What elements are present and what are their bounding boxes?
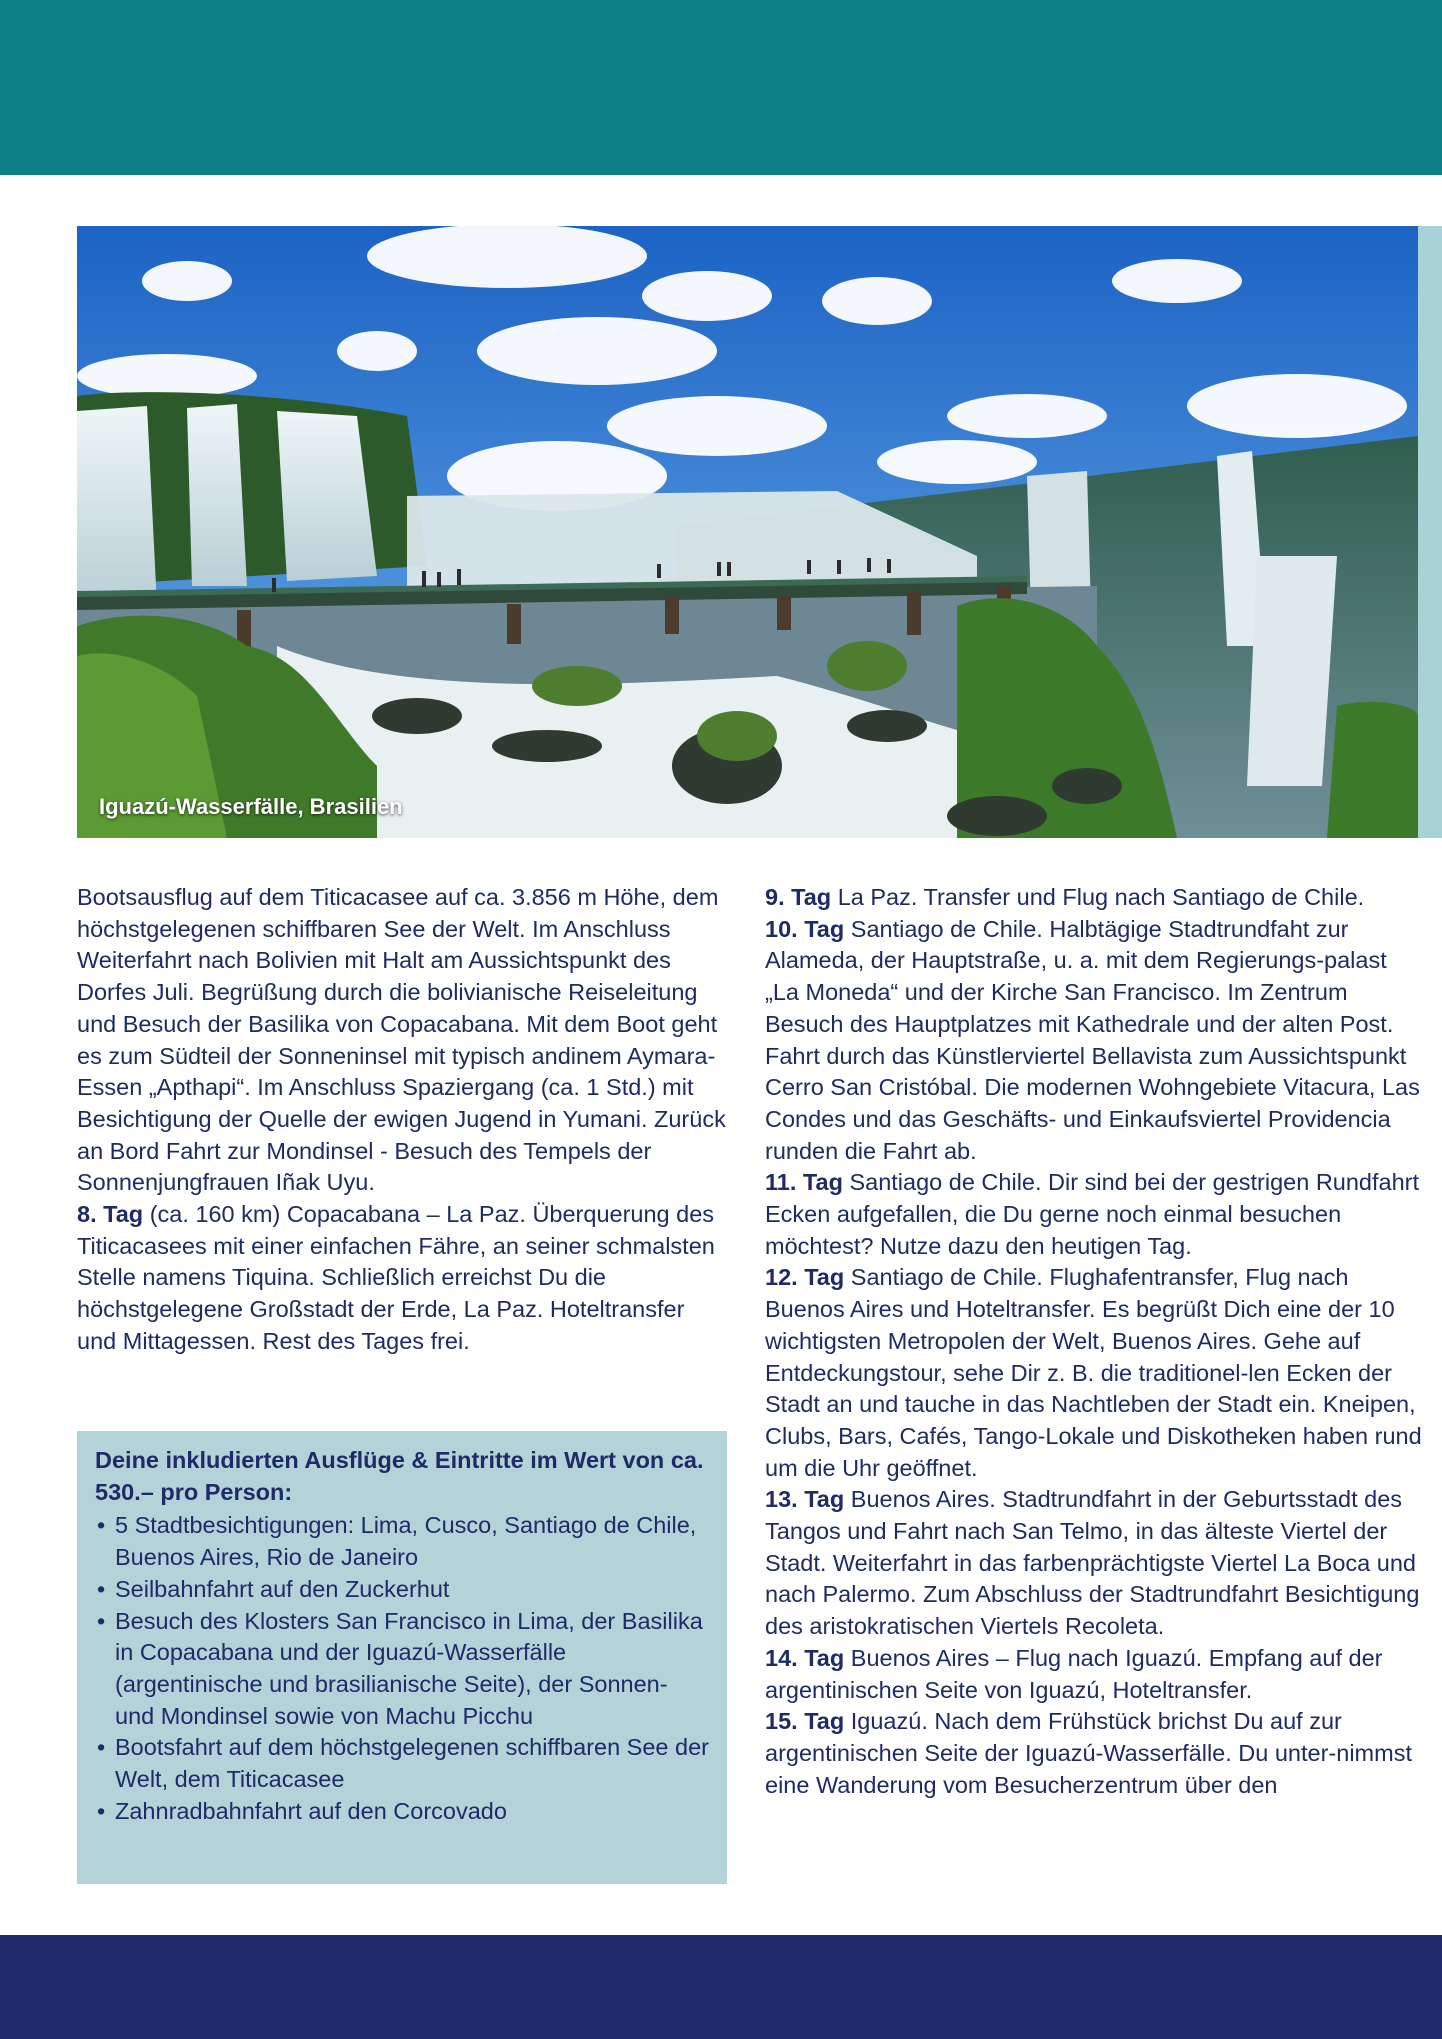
photo-caption: Iguazú-Wasserfälle, Brasilien bbox=[99, 794, 403, 819]
day-label: 15. Tag bbox=[765, 1708, 845, 1735]
day-label: 11. Tag bbox=[765, 1169, 843, 1196]
day-14-paragraph bbox=[765, 1643, 1425, 1706]
list-item: • Seilbahnfahrt auf den Zuckerhut bbox=[95, 1574, 709, 1606]
list-item: • 5 Stadtbesichtigungen: Lima, Cusco, Santiago de Chile, Buenos Aires, Rio de Janeiro bbox=[95, 1510, 709, 1573]
day-10-paragraph bbox=[765, 914, 1425, 1168]
day-text: Santiago de Chile. Dir sind bei der gestrigen Rundfahrt Ecken aufgefallen, die Du gerne noch einmal besuchen möchtest? Nutze dazu den heutigen Tag. bbox=[765, 1169, 1420, 1259]
day-15-paragraph bbox=[765, 1706, 1425, 1801]
day-label: 8. Tag bbox=[77, 1201, 144, 1228]
bottom-footer-band bbox=[0, 1935, 1442, 2039]
waterfall-illustration bbox=[77, 226, 1418, 838]
day-text: Santiago de Chile. Halbtägige Stadtrundfaht zur Alameda, der Hauptstraße, u. a. mit dem Regierungs-palast „La Moneda“ und der Kirche San Francisco. Im Zentrum Besuch des Hauptplatzes mit Kathedrale und der alten Post. Fahrt durch das Künstlerviertel Bellavista zum Aussichtspunkt Cerro San Cristóbal. Die modernen Wohngebiete Vitacura, Las Condes und das Geschäfts- und Einkaufsviertel Providencia runden die Fahrt ab. bbox=[765, 915, 1420, 1164]
day-label: 9. Tag bbox=[765, 884, 832, 910]
intro-paragraph: Bootsausflug auf dem Titicacasee auf ca. 3.856 m Höhe, dem höchstgelegenen schiffbaren See der Welt. Im Anschluss Weiterfahrt nach Bolivien mit Halt am Aussichtspunkt des Dorfes Juli. Begrüßung durch die bolivianische Reiseleitung und Besuch der Basilika von Copacabana. Mit dem Boot geht es zum Südteil der Sonneninsel mit typisch andinem Aymara-Essen „Apthapi“. Im Anschluss Spaziergang (ca. 1 Std.) mit Besichtigung der Quelle der ewigen Jugend in Yumani. Zurück an Bord Fahrt zur Mondinsel - Besuch des Tempels der Sonnenjungfrauen Iñak Uyu. bbox=[77, 884, 726, 1196]
day-11-paragraph bbox=[765, 1167, 1425, 1262]
list-item: • Besuch des Klosters San Francisco in Lima, der Basilika in Copacabana und der Iguazú-Wasserfälle (argentinische und brasilianische Seite), der Sonnen- und Mondinsel sowie von Machu Picchu bbox=[95, 1606, 709, 1733]
day-label: 10. Tag bbox=[765, 915, 845, 942]
day-text: (ca. 160 km) Copacabana – La Paz. Überquerung des Titicacasees mit einer einfachen Fähre, an seiner schmalsten Stelle namens Tiquina. Schließlich erreichst Du die höchstgelegene Großstadt der Erde, La Paz. Hoteltransfer und Mittagessen. Rest des Tages frei. bbox=[77, 1201, 715, 1354]
day-12-paragraph bbox=[765, 1262, 1425, 1484]
day-label: 12. Tag bbox=[765, 1264, 845, 1291]
day-text: Santiago de Chile. Flughafentransfer, Flug nach Buenos Aires und Hoteltransfer. Es begrüßt Dich eine der 10 wichtigsten Metropolen der Welt, Buenos Aires. Gehe auf Entdeckungstour, sehe Dir z. B. die traditionel-len Ecken der Stadt an und tauche in das Nachtleben der Stadt ein. Kneipen, Clubs, Bars, Cafés, Tango-Lokale und Diskotheken haben rund um die Uhr geöffnet. bbox=[765, 1264, 1422, 1481]
day-text: Buenos Aires. Stadtrundfahrt in der Geburtsstadt des Tangos und Fahrt nach San Telmo, in das älteste Viertel der Stadt. Weiterfahrt in das farbenprächtigste Viertel La Boca und nach Palermo. Zum Abschluss der Stadtrundfahrt Besichtigung des aristokratischen Viertels Recoleta. bbox=[765, 1486, 1420, 1640]
day-text: La Paz. Transfer und Flug nach Santiago de Chile. bbox=[831, 884, 1365, 910]
side-accent-bar bbox=[1418, 226, 1442, 838]
included-items-list bbox=[95, 1510, 709, 1827]
day-label: 14. Tag bbox=[765, 1644, 845, 1671]
day-text: Buenos Aires – Flug nach Iguazú. Empfang auf der argentinischen Seite von Iguazú, Hoteltransfer. bbox=[765, 1644, 1383, 1703]
waterfall-photo bbox=[77, 226, 1418, 838]
day-9-paragraph bbox=[765, 882, 1425, 914]
list-item: • Bootsfahrt auf dem höchstgelegenen schiffbaren See der Welt, dem Titicacasee bbox=[95, 1732, 709, 1795]
included-excursions-box bbox=[77, 1431, 727, 1884]
list-item: • Zahnradbahnfahrt auf den Corcovado bbox=[95, 1796, 709, 1828]
right-column bbox=[765, 882, 1425, 1801]
day-13-paragraph bbox=[765, 1484, 1425, 1643]
day-8-paragraph bbox=[77, 1199, 727, 1358]
day-text: Iguazú. Nach dem Frühstück brichst Du auf zur argentinischen Seite der Iguazú-Wasserfälle. Du unter-nimmst eine Wanderung vom Besucherzentrum über den bbox=[765, 1708, 1412, 1798]
info-box-title: Deine inkludierten Ausflüge & Eintritte im Wert von ca. 530.– pro Person: bbox=[95, 1447, 704, 1505]
day-label: 13. Tag bbox=[765, 1486, 845, 1513]
left-column bbox=[77, 882, 727, 1358]
top-header-band bbox=[0, 0, 1442, 175]
